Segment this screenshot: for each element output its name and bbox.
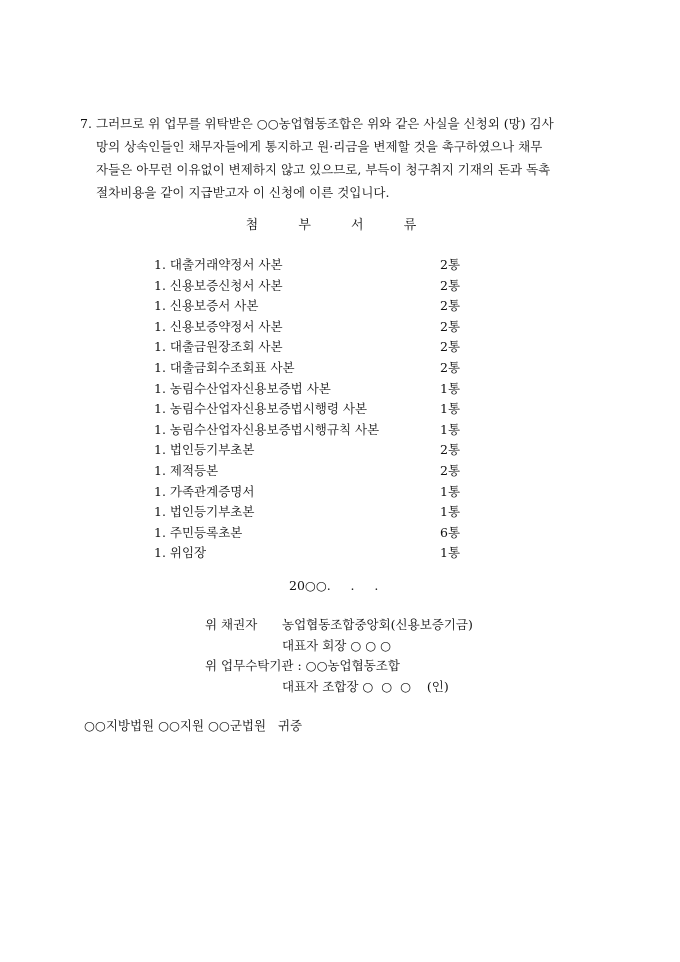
attachment-name: 1. 법인등기부초본 <box>154 442 255 458</box>
filing-date: 20○○. . . <box>289 578 379 593</box>
attachment-item <box>154 255 474 276</box>
paragraph-line: 망의 상속인들인 채무자들에게 통지하고 원·리금을 변제할 것을 촉구하였으나 채무 <box>96 139 543 154</box>
attachment-item <box>154 399 474 420</box>
attachment-copies: 1통 <box>440 483 461 499</box>
attachment-name: 1. 신용보증신청서 사본 <box>154 277 283 293</box>
court-addressee: ○○지방법원 ○○지원 ○○군법원 귀중 <box>84 718 303 733</box>
attachment-item <box>154 523 474 544</box>
attachment-copies: 2통 <box>440 257 461 272</box>
agency-label: 위 업무수탁기관 : ○○농업협동조합 <box>205 658 400 673</box>
attachment-item <box>154 420 474 441</box>
attachment-name: 1. 대출거래약정서 사본 <box>154 257 283 272</box>
attachment-copies: 2통 <box>440 298 461 314</box>
attachments-list <box>154 255 474 564</box>
attachment-name: 1. 가족관계증명서 <box>154 483 255 499</box>
paragraph-line-text: 그러므로 위 업무를 위탁받은 ○○농업협동조합은 위와 같은 사실을 신청외 (망) 김사 <box>96 116 554 131</box>
attachment-item <box>154 379 474 400</box>
attachment-copies: 2통 <box>440 277 461 293</box>
attachment-item <box>154 296 474 317</box>
creditor-representative: 대표자 회장 ○ ○ ○ <box>282 638 391 653</box>
attachment-name: 1. 농림수산업자신용보증법시행령 사본 <box>154 401 368 417</box>
attachment-item <box>154 337 474 358</box>
attachment-item <box>154 543 474 564</box>
paragraph-line: 자들은 아무런 이유없이 변제하지 않고 있으므로, 부득이 청구취지 기재의 돈과 독촉 <box>96 162 551 177</box>
attachment-name: 1. 농림수산업자신용보증법 사본 <box>154 380 331 396</box>
attachment-name: 1. 제적등본 <box>154 462 219 478</box>
attachment-copies: 1통 <box>440 401 461 417</box>
attachment-item <box>154 502 474 523</box>
attachments-heading: 첨 부 서 류 <box>245 218 435 233</box>
attachment-copies: 2통 <box>440 442 461 458</box>
attachment-copies: 6통 <box>440 524 461 540</box>
attachment-item <box>154 317 474 338</box>
attachment-copies: 2통 <box>440 359 461 375</box>
agency-representative: 대표자 조합장 ○ ○ ○ (인) <box>282 679 449 694</box>
attachment-name: 1. 대출금회수조회표 사본 <box>154 359 295 375</box>
creditor-name: 농업협동조합중앙회(신용보증기금) <box>282 617 473 632</box>
paragraph-line <box>80 112 600 135</box>
attachment-copies: 2통 <box>440 318 461 334</box>
attachment-copies: 1통 <box>440 545 461 561</box>
attachment-item <box>154 276 474 297</box>
paragraph-line: 절차비용을 같이 지급받고자 이 신청에 이른 것입니다. <box>96 185 390 200</box>
attachment-name: 1. 신용보증약정서 사본 <box>154 318 283 334</box>
attachment-name: 1. 주민등록초본 <box>154 524 243 540</box>
attachment-item <box>154 440 474 461</box>
attachment-copies: 2통 <box>440 339 461 355</box>
attachment-copies: 1통 <box>440 380 461 396</box>
attachment-item <box>154 358 474 379</box>
attachment-name: 1. 법인등기부초본 <box>154 504 255 520</box>
creditor-label: 위 채권자 <box>205 617 258 632</box>
attachment-copies: 1통 <box>440 504 461 520</box>
attachment-copies: 2통 <box>440 462 461 478</box>
attachment-name: 1. 농림수산업자신용보증법시행규칙 사본 <box>154 421 380 437</box>
attachment-copies: 1통 <box>440 421 461 437</box>
attachment-item <box>154 461 474 482</box>
attachment-item <box>154 482 474 503</box>
attachment-name: 1. 위임장 <box>154 545 207 561</box>
paragraph-7 <box>80 112 600 204</box>
attachment-name: 1. 대출금원장조회 사본 <box>154 339 283 355</box>
paragraph-number: 7. <box>80 116 92 131</box>
attachment-name: 1. 신용보증서 사본 <box>154 298 259 314</box>
